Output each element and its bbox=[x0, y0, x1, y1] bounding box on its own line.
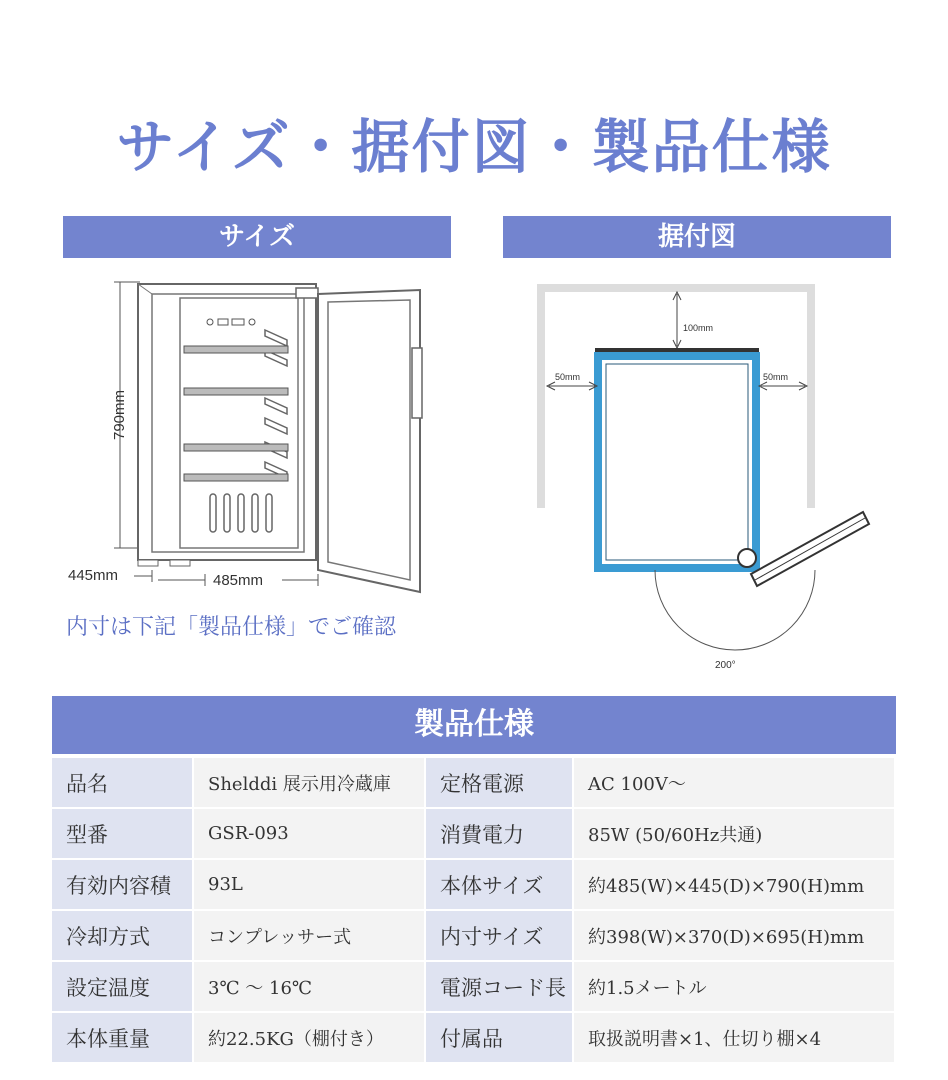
top-clearance-label: 100mm bbox=[683, 323, 714, 333]
spec-row bbox=[52, 1012, 895, 1063]
spec-label: 設定温度 bbox=[52, 961, 193, 1012]
spec-row bbox=[52, 758, 895, 808]
page-title: サイズ・据付図・製品仕様 bbox=[116, 113, 832, 181]
spec-label: 本体サイズ bbox=[425, 859, 573, 910]
spec-value: 85W (50/60Hz共通) bbox=[573, 808, 895, 859]
spec-row bbox=[52, 961, 895, 1012]
size-drawing bbox=[60, 270, 440, 600]
spec-value: 3℃ ～ 16℃ bbox=[193, 961, 425, 1012]
spec-value: 約1.5メートル bbox=[573, 961, 895, 1012]
spec-value: 93L bbox=[193, 859, 425, 910]
left-clearance-label: 50mm bbox=[555, 372, 581, 382]
spec-label: 定格電源 bbox=[425, 758, 573, 808]
spec-label: 品名 bbox=[52, 758, 193, 808]
spec-label: 型番 bbox=[52, 808, 193, 859]
spec-label: 内寸サイズ bbox=[425, 910, 573, 961]
spec-value: GSR-093 bbox=[193, 808, 425, 859]
spec-value: 約398(W)×370(D)×695(H)mm bbox=[573, 910, 895, 961]
spec-label: 消費電力 bbox=[425, 808, 573, 859]
spec-value: 取扱説明書×1、仕切り棚×4 bbox=[573, 1012, 895, 1063]
inner-size-note: 内寸は下記「製品仕様」でご確認 bbox=[66, 615, 397, 640]
spec-section-header: 製品仕様 bbox=[52, 696, 896, 754]
spec-label: 冷却方式 bbox=[52, 910, 193, 961]
spec-row bbox=[52, 910, 895, 961]
spec-value: Shelddi 展示用冷蔵庫 bbox=[193, 758, 425, 808]
spec-label: 付属品 bbox=[425, 1012, 573, 1063]
width-dimension-label: 485mm bbox=[213, 572, 264, 589]
spec-value: AC 100V～ bbox=[573, 758, 895, 808]
spec-value: 約22.5KG（棚付き） bbox=[193, 1012, 425, 1063]
height-dimension-label: 790mm bbox=[111, 389, 128, 441]
spec-value: 約485(W)×445(D)×790(H)mm bbox=[573, 859, 895, 910]
spec-label: 電源コード長 bbox=[425, 961, 573, 1012]
install-drawing bbox=[535, 280, 885, 680]
install-section-header: 据付図 bbox=[503, 216, 891, 258]
spec-value: コンプレッサー式 bbox=[193, 910, 425, 961]
spec-row bbox=[52, 859, 895, 910]
size-section-header: サイズ bbox=[63, 216, 451, 258]
spec-label: 有効内容積 bbox=[52, 859, 193, 910]
depth-dimension-label: 445mm bbox=[68, 567, 119, 584]
spec-label: 本体重量 bbox=[52, 1012, 193, 1063]
spec-table bbox=[52, 758, 896, 1064]
spec-row bbox=[52, 808, 895, 859]
right-clearance-label: 50mm bbox=[763, 372, 789, 382]
door-angle-label: 200° bbox=[715, 660, 736, 671]
